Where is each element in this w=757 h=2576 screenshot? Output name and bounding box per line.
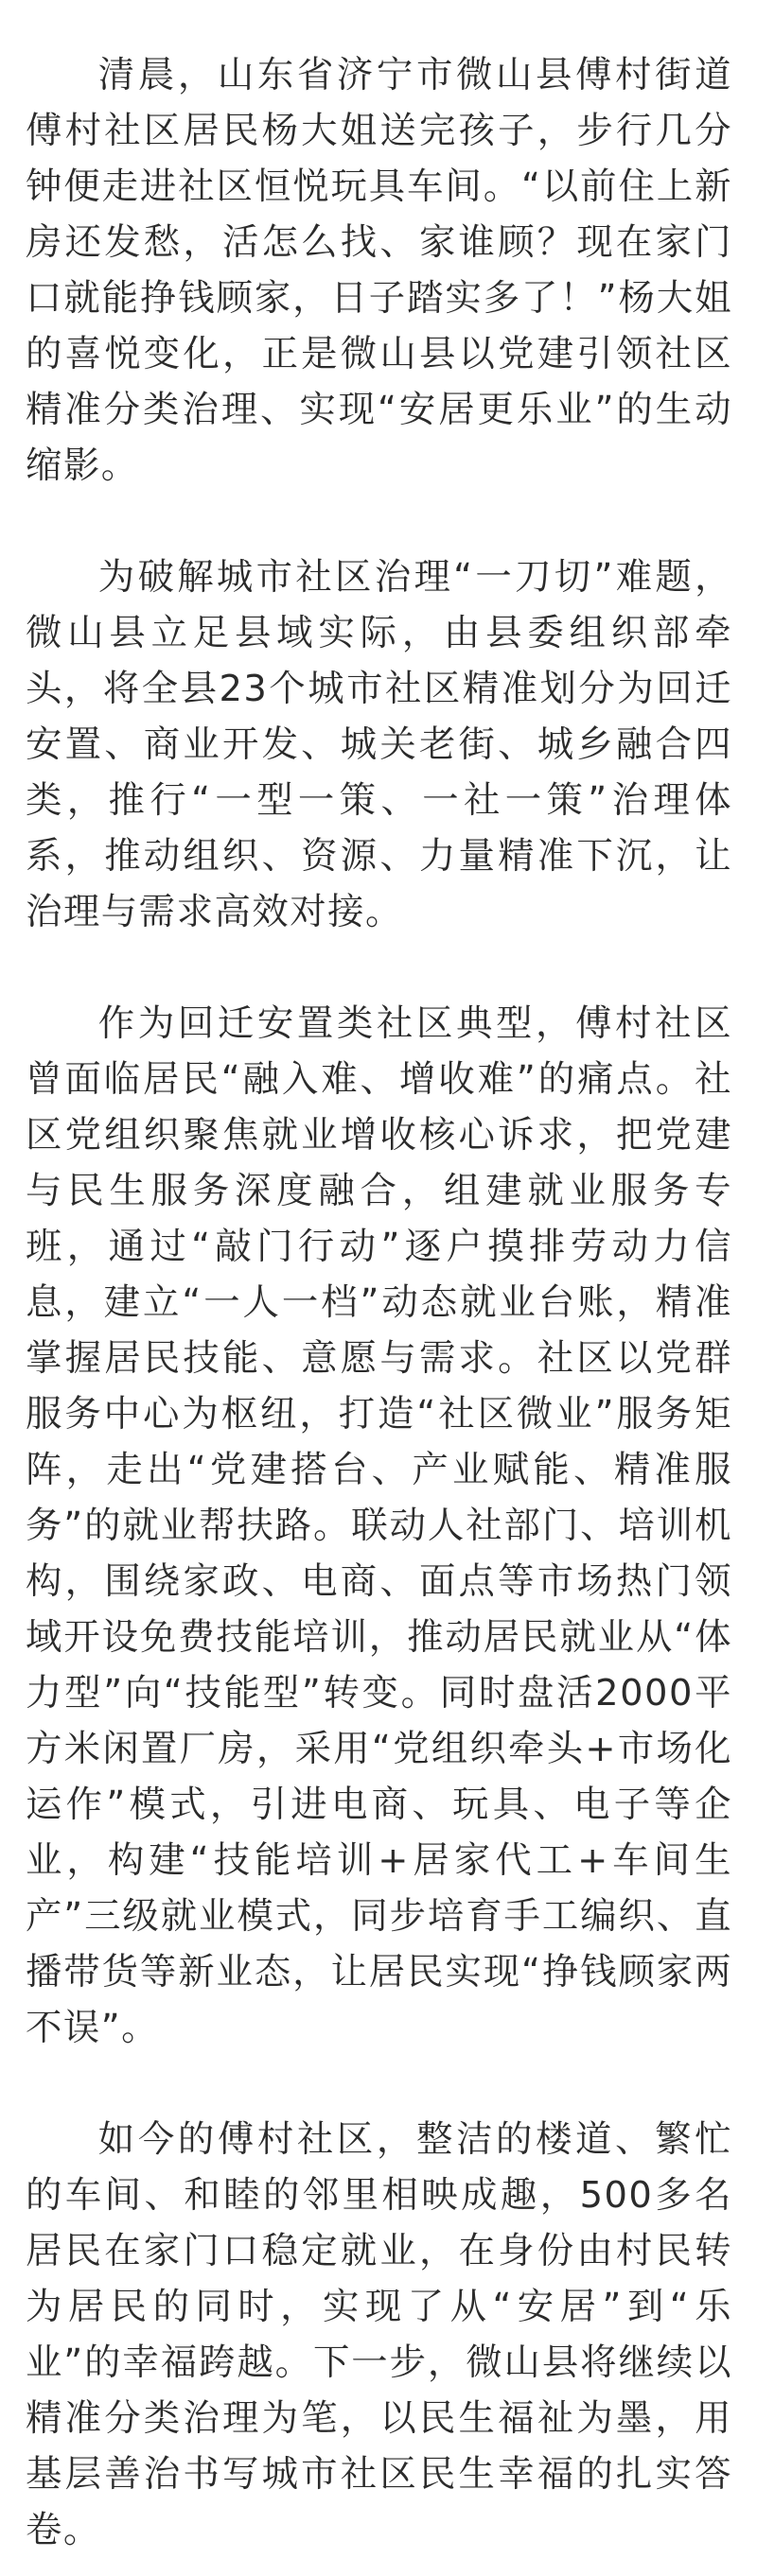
paragraph-conclusion: 如今的傅村社区，整洁的楼道、繁忙的车间、和睦的邻里相映成趣，500多名居民在家门口稳定就业，在身份由村民转为居民的同时，实现了从“安居”到“乐业”的幸福跨越。下一步，微山县将继续以精准分类治理为笔，以民生福祉为墨，用基层善治书写城市社区民生幸福的扎实答卷。 (26, 2118, 732, 2551)
paragraph-fucun-community: 作为回迁安置类社区典型，傅村社区曾面临居民“融入难、增收难”的痛点。社区党组织聚焦就业增收核心诉求，把党建与民生服务深度融合，组建就业服务专班，通过“敲门行动”逐户摸排劳动力信息，建立“一人一档”动态就业台账，精准掌握居民技能、意愿与需求。社区以党群服务中心为枢纽，打造“社区微业”服务矩阵，走出“党建搭台、产业赋能、精准服务”的就业帮扶路。联动人社部门、培训机构，围绕家政、电商、面点等市场热门领域开设免费技能培训，推动居民就业从“体力型”向“技能型”转变。同时盘活2000平方米闲置厂房，采用“党组织牵头+市场化运作”模式，引进电商、玩具、电子等企业，构建“技能培训+居家代工+车间生产”三级就业模式，同步培育手工编织、直播带货等新业态，让居民实现“挣钱顾家两不误”。 (26, 1002, 732, 2049)
paragraph-intro: 清晨，山东省济宁市微山县傅村街道傅村社区居民杨大姐送完孩子，步行几分钟便走进社区恒悦玩具车间。“以前住上新房还发愁，活怎么找、家谁顾？现在家门口就能挣钱顾家，日子踏实多了！”杨大姐的喜悦变化，正是微山县以党建引领社区精准分类治理、实现“安居更乐业”的生动缩影。 (26, 54, 732, 487)
paragraph-governance: 为破解城市社区治理“一刀切”难题，微山县立足县域实际，由县委组织部牵头，将全县23个城市社区精准划分为回迁安置、商业开发、城关老街、城乡融合四类，推行“一型一策、一社一策”治理体系，推动组织、资源、力量精准下沉，让治理与需求高效对接。 (26, 556, 732, 933)
